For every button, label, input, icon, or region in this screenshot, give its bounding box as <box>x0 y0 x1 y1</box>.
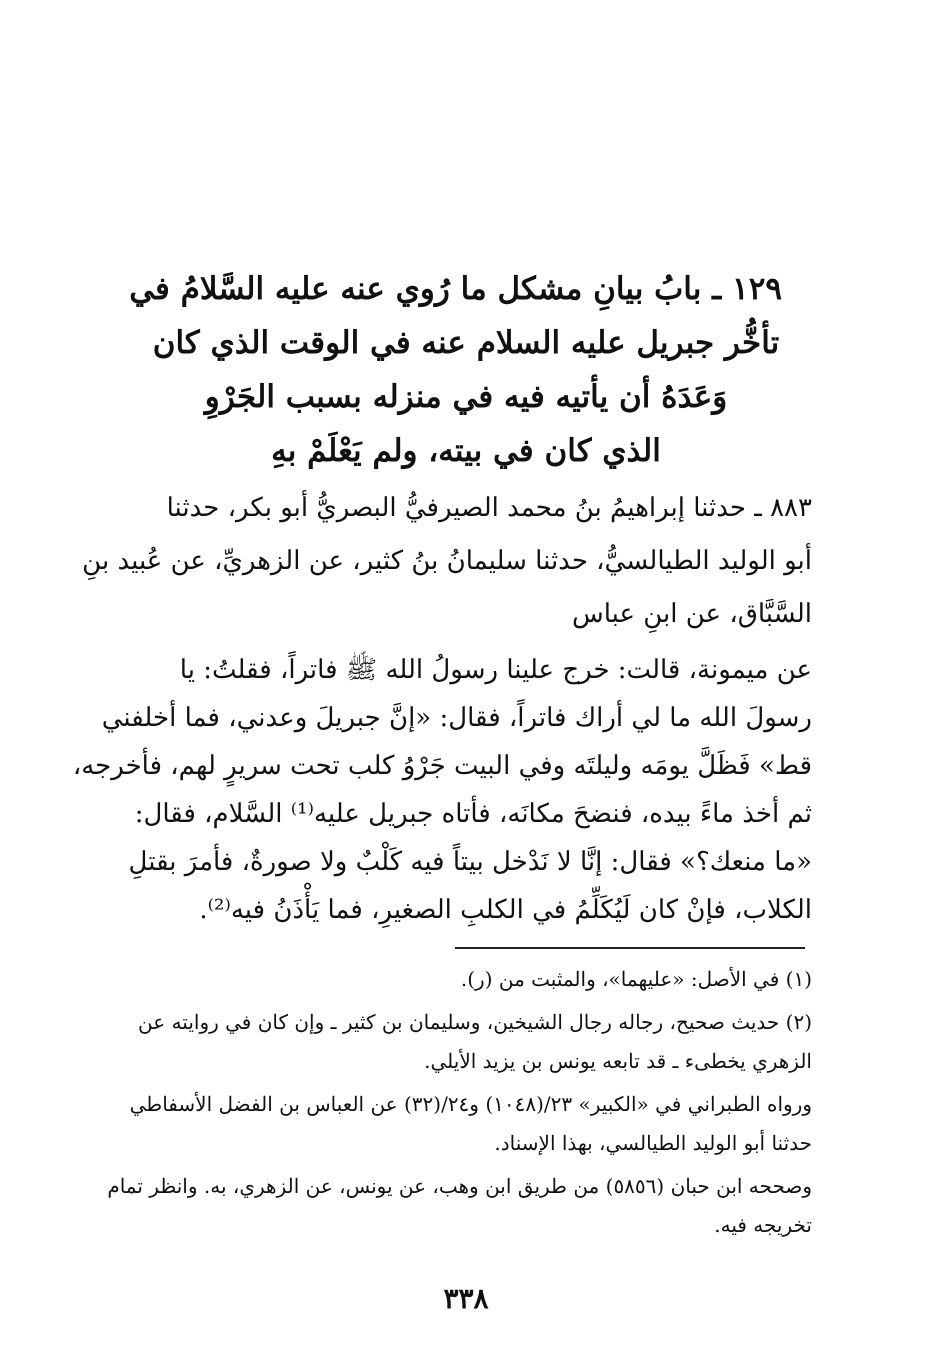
hadith-text-line: قط» فَظَلَّ يومَه وليلتَه وفي البيت جَرْوُ كلب تحت سريرٍ لهم، فأخرجه، <box>72 751 812 781</box>
hadith-text-line: ثم أخذ ماءً بيده، فنضحَ مكانَه، فأتاه جبريل عليه⁽¹⁾ السَّلام، فقال: <box>134 799 812 829</box>
page-number: ٣٣٨ <box>443 1282 489 1315</box>
hadith-text <box>72 646 812 934</box>
footnote: (٢) حديث صحيح، رجاله رجال الشيخين، وسليمان بن كثير ـ وإن كان في روايته عن الزهري يخطىء ـ قد تابعه يونس بن يزيد الأيلي. <box>138 1010 812 1073</box>
hadith-chain-of-narration <box>82 482 812 641</box>
chapter-heading-line: تأخُّر جبريل عليه السلام عنه في الوقت الذي كان <box>152 325 780 361</box>
hadith-text-line: الكلاب، فإنْ كان لَيُكَلِّمُ في الكلبِ الصغيرِ، فما يَأْذَنُ فيه⁽²⁾. <box>199 895 812 925</box>
chain-line: ٨٨٣ ـ حدثنا إبراهيمُ بنُ محمد الصيرفيُّ البصريُّ أبو بكر، حدثنا <box>166 493 812 523</box>
chain-line: السَّبَّاق، عن ابنِ عباس <box>571 599 812 629</box>
chain-line: أبو الوليد الطيالسيُّ، حدثنا سليمانُ بنُ كثير، عن الزهريِّ، عن عُبيد بنِ <box>82 546 812 576</box>
chapter-heading-line: ١٢٩ ـ بابُ بيانِ مشكل ما رُوي عنه عليه السَّلامُ في <box>129 271 782 307</box>
chapter-heading-line: وَعَدَهُ أن يأتيه فيه في منزله بسبب الجَرْوِ <box>204 379 728 415</box>
footnote: (١) في الأصل: «عليهما»، والمثبت من (ر). <box>460 967 812 991</box>
hadith-text-line: عن ميمونة، قالت: خرج علينا رسولُ الله ﷺ فاتراً، فقلتُ: يا <box>179 655 812 685</box>
hadith-text-line: رسولَ الله ما لي أراك فاتراً، فقال: «إنَّ جبريلَ وعدني، فما أخلفني <box>101 703 812 733</box>
footnote: وصححه ابن حبان (٥٨٥٦) من طريق ابن وهب، عن يونس، عن الزهري، به. وانظر تمام تخريجه فيه. <box>107 1174 812 1237</box>
footnotes <box>100 960 812 1249</box>
footnote-divider <box>455 947 805 949</box>
chapter-heading <box>129 262 782 478</box>
chapter-heading-line: الذي كان في بيته، ولم يَعْلَمْ بهِ <box>271 433 661 469</box>
hadith-text-line: «ما منعك؟» فقال: إنَّا لا نَدْخل بيتاً فيه كَلْبٌ ولا صورةٌ، فأمرَ بقتلِ <box>128 847 812 877</box>
footnote: ورواه الطبراني في «الكبير» ٢٣/(١٠٤٨) و٢٤/(٣٢) عن العباس بن الفضل الأسفاطي حدثنا أبو الوليد الطيالسي، بهذا الإسناد. <box>129 1092 812 1155</box>
